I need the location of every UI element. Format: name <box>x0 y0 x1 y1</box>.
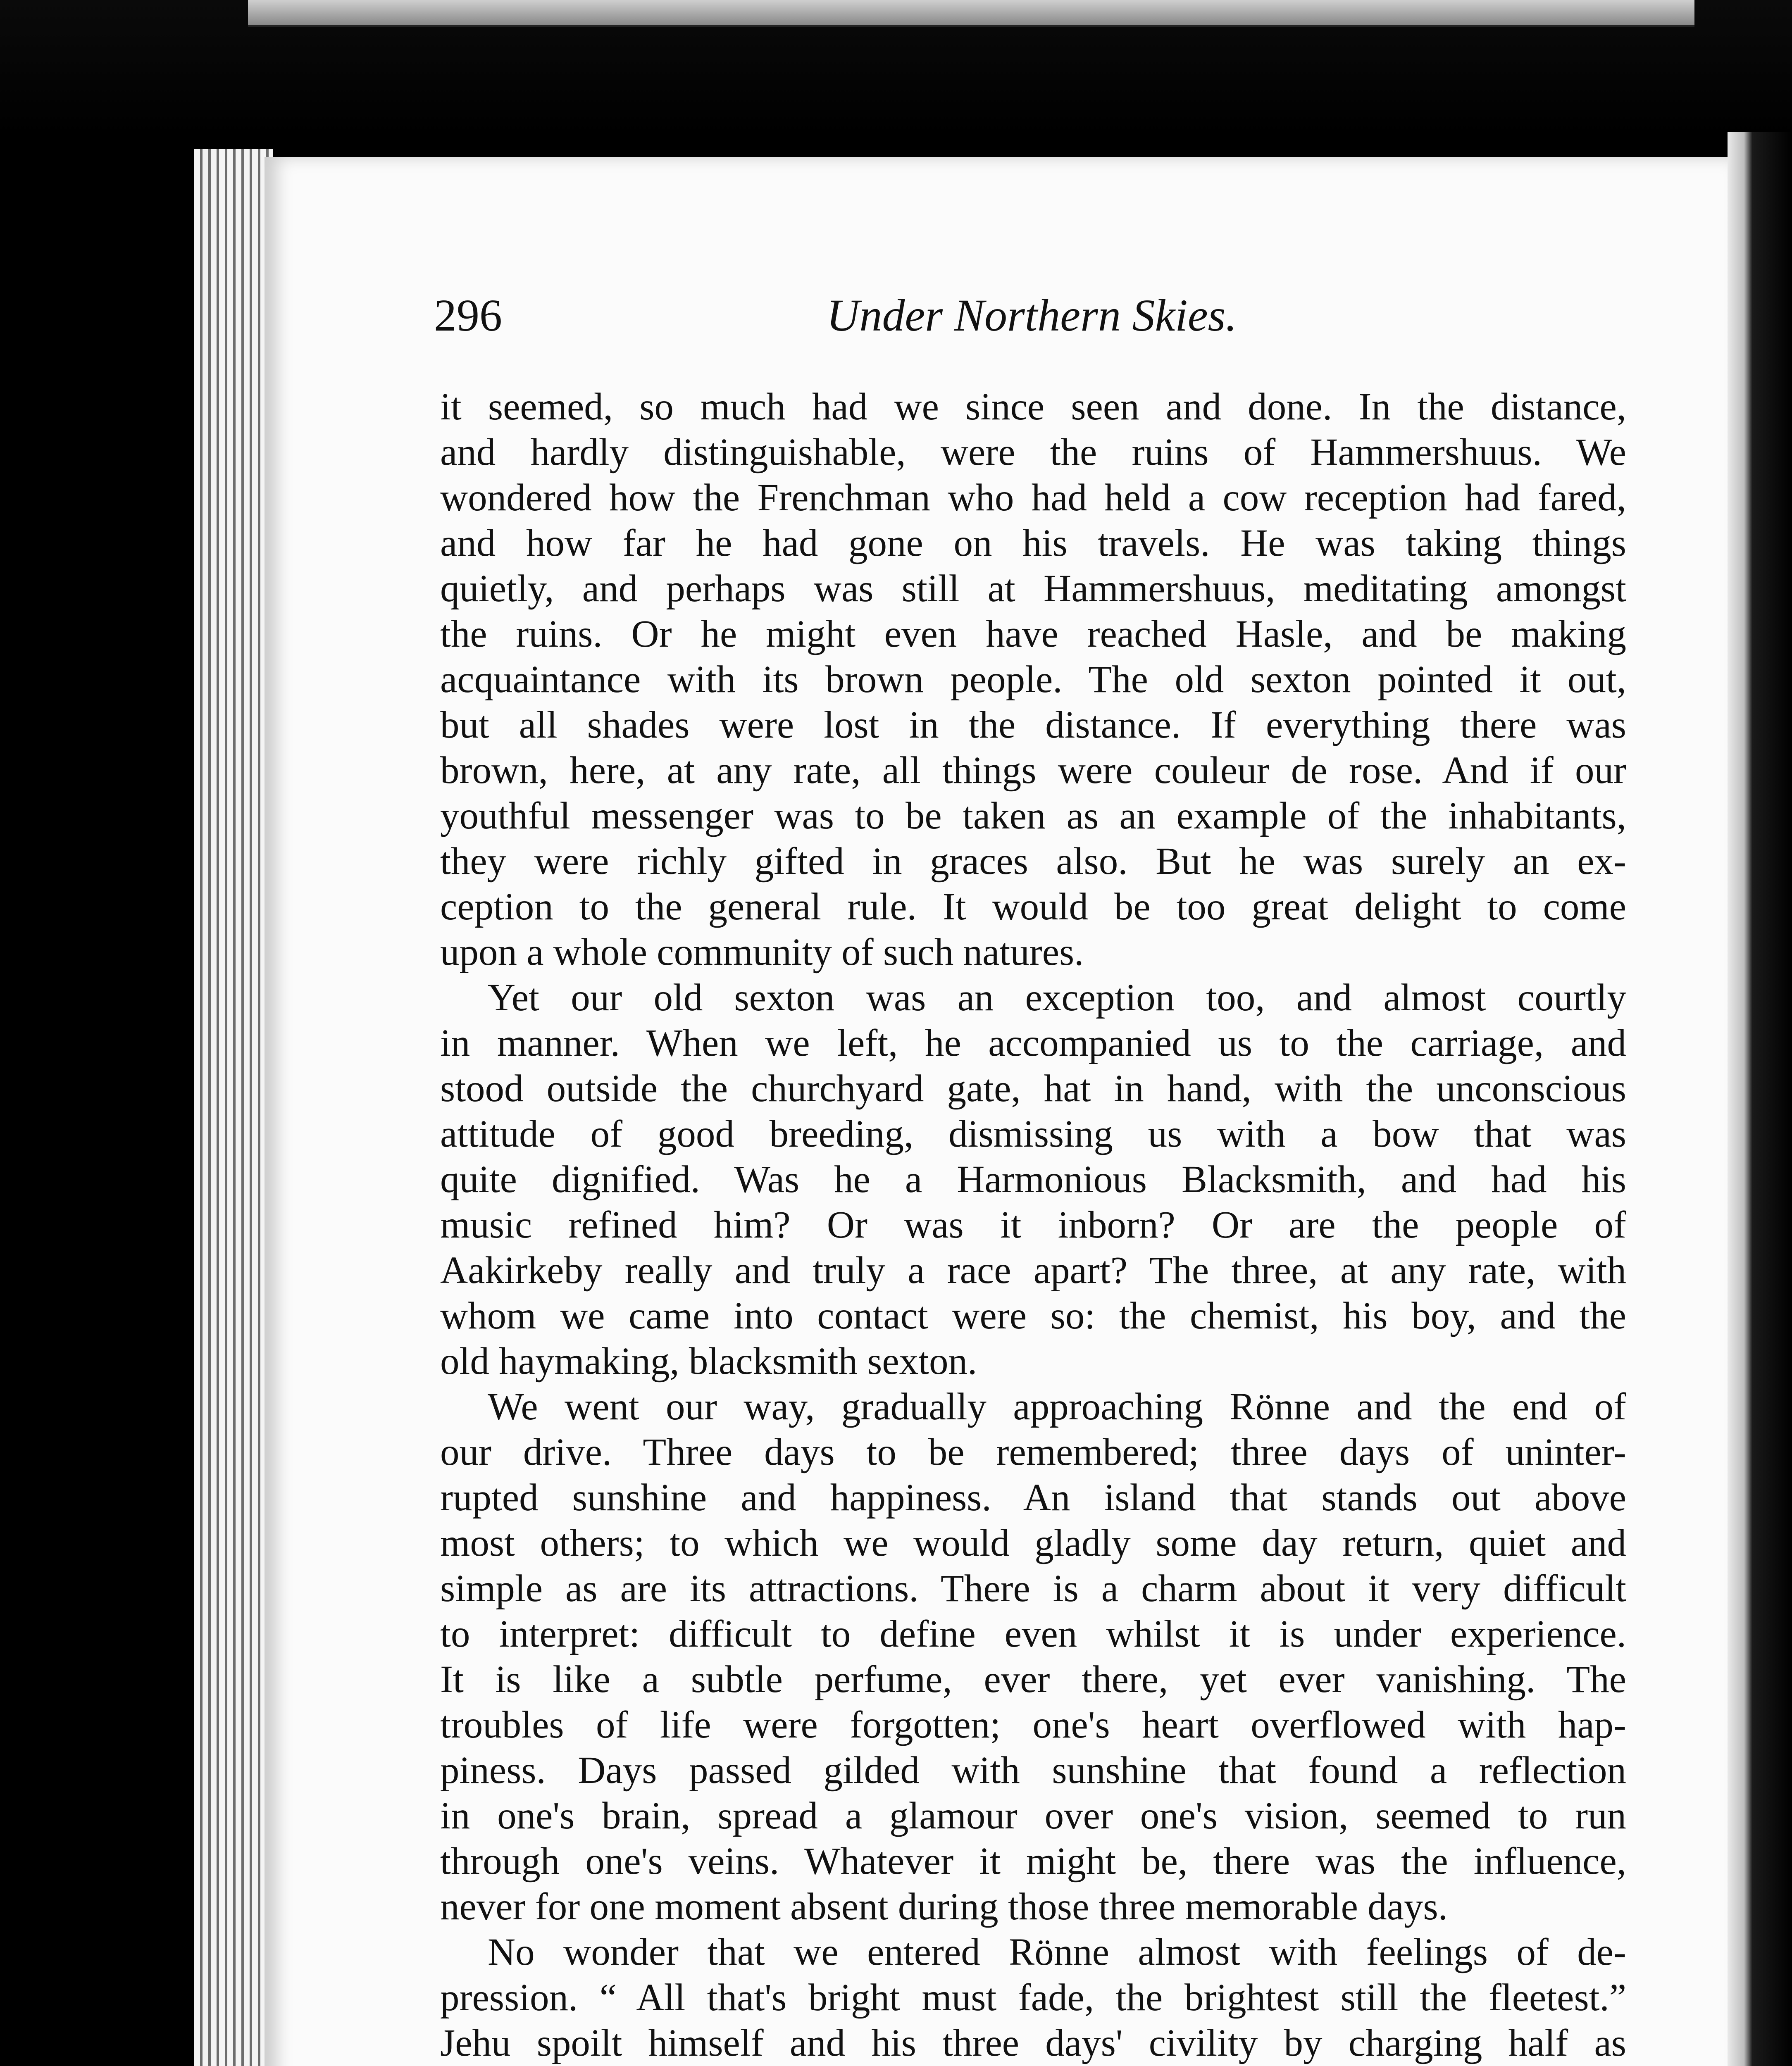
text-line: upon a whole community of such natures. <box>440 931 1084 973</box>
text-line: troubles of life were forgotten; one's heart overflowed with hap- <box>440 1704 1626 1746</box>
text-line: they were richly gifted in graces also. But he was surely an ex- <box>440 840 1626 883</box>
text-line: quite dignified. Was he a Harmonious Blacksmith, and had his <box>440 1158 1626 1201</box>
text-line: youthful messenger was to be taken as an example of the inhabitants, <box>440 795 1626 837</box>
text-line: It is like a subtle perfume, ever there, yet ever vanishing. The <box>440 1658 1626 1701</box>
text-line: rupted sunshine and happiness. An island that stands out above <box>440 1476 1626 1519</box>
text-line: We went our way, gradually approaching Rönne and the end of <box>488 1385 1626 1428</box>
text-line: old haymaking, blacksmith sexton. <box>440 1340 977 1383</box>
text-line: it seemed, so much had we since seen and done. In the distance, <box>440 386 1626 428</box>
previous-page-edge <box>248 0 1694 27</box>
text-line: and hardly distinguishable, were the ruins of Hammershuus. We <box>440 431 1626 474</box>
page-stack-edge <box>194 149 273 2066</box>
text-line: our drive. Three days to be remembered; three days of uninter- <box>440 1431 1626 1473</box>
text-line: Yet our old sexton was an exception too, and almost courtly <box>488 976 1626 1019</box>
text-line: in manner. When we left, he accompanied us to the carriage, and <box>440 1022 1626 1064</box>
text-line: but all shades were lost in the distance. If everything there was <box>440 704 1626 746</box>
text-line: No wonder that we entered Rönne almost with feelings of de- <box>488 1931 1626 1973</box>
text-line: most others; to which we would gladly some day return, quiet and <box>440 1522 1626 1564</box>
text-line: and how far he had gone on his travels. He was taking things <box>440 522 1626 564</box>
text-line: through one's veins. Whatever it might be, there was the influence, <box>440 1840 1626 1883</box>
text-line: Aakirkeby really and truly a race apart? The three, at any rate, with <box>440 1249 1626 1292</box>
page-number: 296 <box>434 290 502 340</box>
text-line: never for one moment absent during those three memorable days. <box>440 1885 1448 1928</box>
text-line: stood outside the churchyard gate, hat in hand, with the unconscious <box>440 1067 1626 1110</box>
text-line: music refined him? Or was it inborn? Or are the people of <box>440 1204 1626 1246</box>
text-line: to interpret: difficult to define even whilst it is under experience. <box>440 1613 1626 1655</box>
page-header <box>434 289 1674 343</box>
text-line: Jehu spoilt himself and his three days' civility by charging half as <box>440 2022 1626 2064</box>
text-line: ception to the general rule. It would be too great delight to come <box>440 885 1626 928</box>
text-line: in one's brain, spread a glamour over one's vision, seemed to run <box>440 1795 1626 1837</box>
text-line: quietly, and perhaps was still at Hammershuus, meditating amongst <box>440 567 1626 610</box>
running-title: Under Northern Skies. <box>827 290 1237 340</box>
text-line: acquaintance with its brown people. The old sexton pointed it out, <box>440 658 1626 701</box>
text-line: whom we came into contact were so: the chemist, his boy, and the <box>440 1295 1626 1337</box>
text-line: simple as are its attractions. There is a charm about it very difficult <box>440 1567 1626 1610</box>
text-line: wondered how the Frenchman who had held a cow reception had fared, <box>440 476 1626 519</box>
text-line: pression. “ All that's bright must fade, the brightest still the fleetest.” <box>440 1976 1626 2019</box>
body-text <box>440 384 1626 2066</box>
text-line: the ruins. Or he might even have reached Hasle, and be making <box>440 613 1626 655</box>
text-line: attitude of good breeding, dismissing us with a bow that was <box>440 1113 1626 1155</box>
text-line: piness. Days passed gilded with sunshine that found a reflection <box>440 1749 1626 1792</box>
next-page-edge <box>1728 132 1792 2066</box>
text-line: brown, here, at any rate, all things were couleur de rose. And if our <box>440 749 1626 792</box>
